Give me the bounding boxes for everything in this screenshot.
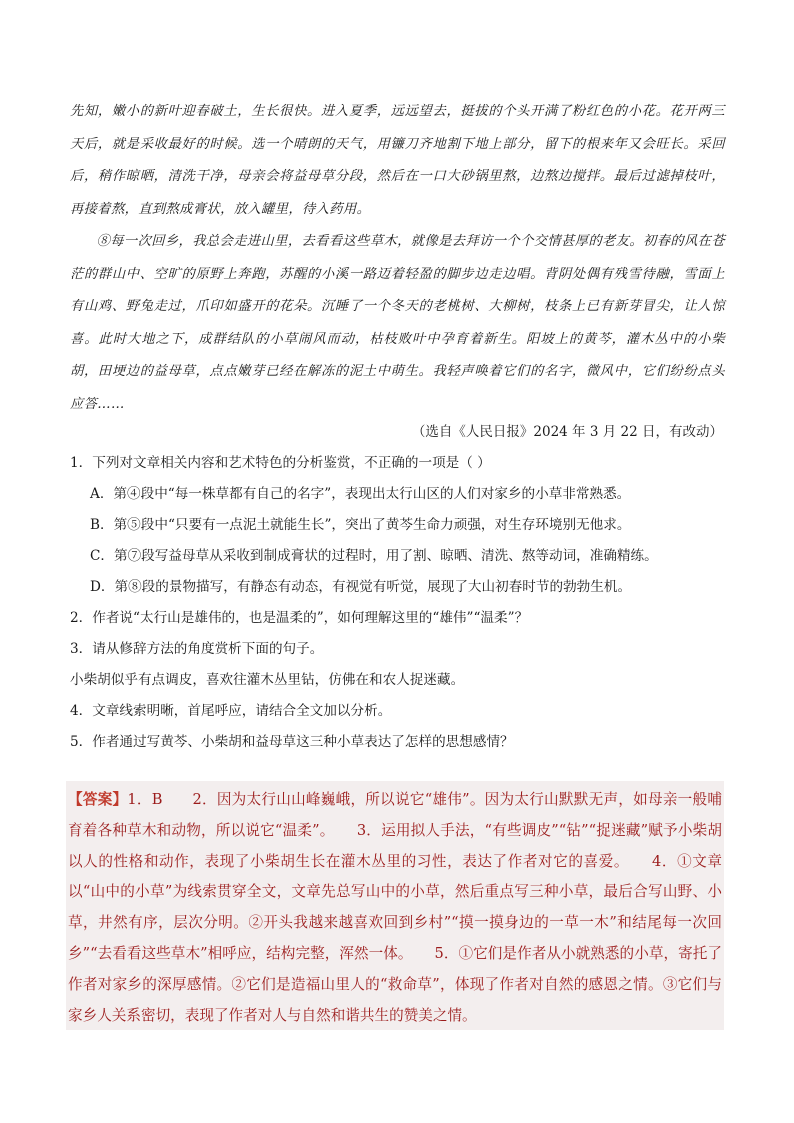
passage-source: （选自《人民日报》2024 年 3 月 22 日，有改动） [411, 424, 723, 440]
answer-text: 1．B 2．因为太行山山峰巍峨，所以说它“雄伟”。因为太行山默默无声，如母亲一般哺育着各种草木和动物，所以说它“温柔”。 3．运用拟人手法，“有些调皮”“钻”“捉迷藏”赋予小柴胡以人的性格和动作，表现了小柴胡生长在灌木丛里的习性，表达了作者对它的喜爱。 4．①文章以“山中的小草”为线索贯穿全文，文章先总写山中的小草，然后重点写三种小草，最后合写山野、小草，井然有序，层次分明。②开头我越来越喜欢回到乡村”“摸一摸身边的一草一木”和结尾每一次回乡”“去看看这些草木”相呼应，结构完整，浑然一体。 5．①它们是作者从小就熟悉的小草，寄托了作者对家乡的深厚感情。②它们是造福山里人的“救命草”，体现了作者对自然的感恩之情。③它们与家乡人关系密切，表现了作者对人与自然和谐共生的赞美之情。 [68, 791, 722, 1024]
question-1-option-b: B．第⑤段中“只要有一点泥土就能生长”，突出了黄芩生命力顽强，对生存环境别无他求。 [90, 517, 631, 533]
question-3: 3．请从修辞方法的角度赏析下面的句子。 [70, 641, 324, 657]
question-1: 1．下列对文章相关内容和艺术特色的分析鉴赏，不正确的一项是（ ） [70, 455, 491, 471]
reading-passage [70, 96, 725, 421]
passage-paragraph-8: ⑧每一次回乡，我总会走进山里，去看看这些草木，就像是去拜访一个个交情甚厚的老友。初春的风在苍茫的群山中、空旷的原野上奔跑，苏醒的小溪一路迈着轻盈的脚步边走边唱。背阴处偶有残雪待融，雪面上有山鸡、野兔走过，爪印如盛开的花朵。沉睡了一个冬天的老桃树、大柳树，枝条上已有新芽冒尖，让人惊喜。此时大地之下，成群结队的小草闹风而动，枯枝败叶中孕育着新生。阳坡上的黄芩，灌木丛中的小柴胡，田埂边的益母草，点点嫩芽已经在解冻的泥土中萌生。我轻声唤着它们的名字，微风中，它们纷纷点头应答…… [70, 234, 725, 412]
question-1-option-c: C．第⑦段写益母草从采收到制成膏状的过程时，用了割、晾晒、清洗、熬等动词，准确精练。 [90, 548, 658, 564]
answer-tag: 【答案】 [68, 791, 128, 808]
question-3-sentence: 小柴胡似乎有点调皮，喜欢往灌木丛里钻，仿佛在和农人捉迷藏。 [70, 672, 465, 688]
document-page [70, 96, 725, 758]
question-2: 2．作者说“太行山是雄伟的，也是温柔的”，如何理解这里的“雄伟”“温柔”？ [70, 610, 529, 626]
question-1-option-d: D．第⑧段的景物描写，有静态有动态，有视觉有听觉，展现了大山初春时节的勃勃生机。 [90, 579, 632, 595]
question-1-option-a: A．第④段中“每一株草都有自己的名字”，表现出太行山区的人们对家乡的小草非常熟悉。 [90, 486, 631, 502]
question-list [70, 448, 725, 758]
question-4: 4．文章线索明晰，首尾呼应，请结合全文加以分析。 [70, 703, 392, 719]
answer-box [66, 781, 724, 1030]
question-5: 5．作者通过写黄芩、小柴胡和益母草这三种小草表达了怎样的思想感情？ [70, 734, 514, 750]
passage-paragraph-7: 先知，嫩小的新叶迎春破土，生长很快。进入夏季，远远望去，挺拔的个头开满了粉红色的小花。花开两三天后，就是采收最好的时候。选一个晴朗的天气，用镰刀齐地割下地上部分，留下的根来年又会旺长。采回后，稍作晾晒，清洗干净，母亲会将益母草分段，然后在一口大砂锅里熬，边熬边搅拌。最后过滤掉枝叶，再接着熬，直到熬成膏状，放入罐里，待入药用。 [70, 104, 725, 217]
